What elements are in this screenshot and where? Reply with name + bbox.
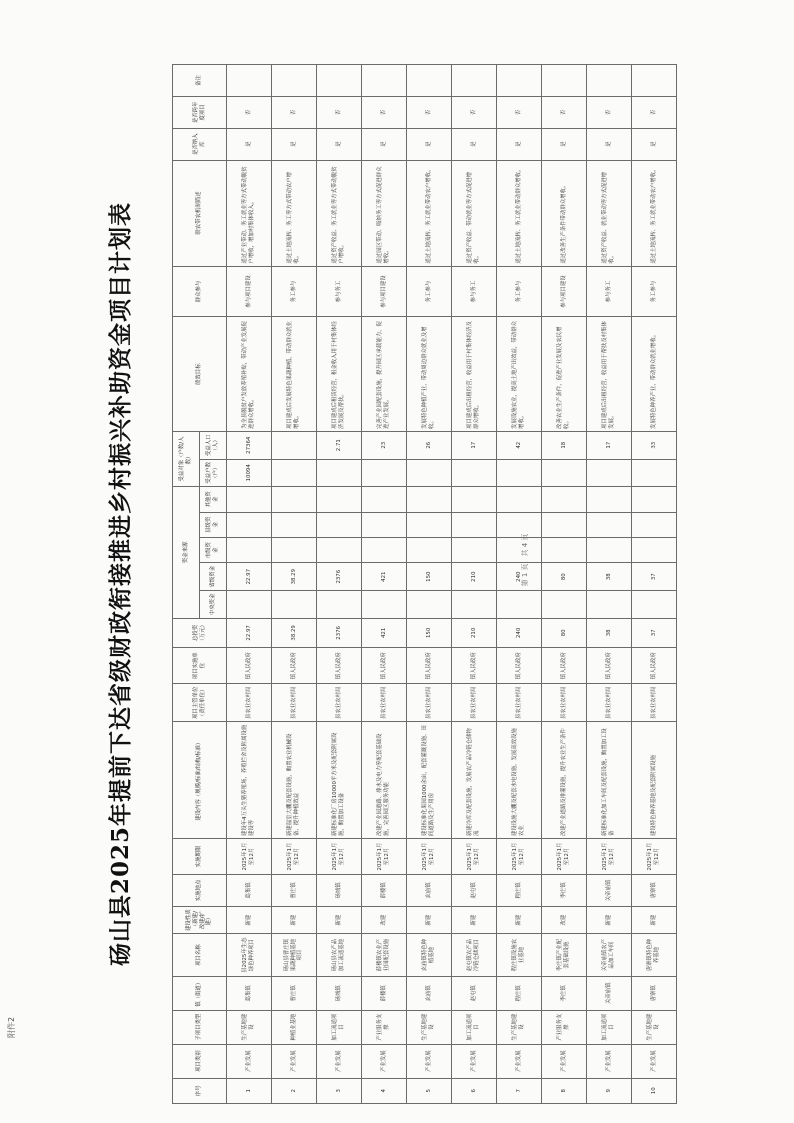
cell-nature: 改建 (362, 906, 407, 934)
cell-other (407, 487, 452, 512)
cell-goal: 发展特色种养产业，带动群众就业增收。 (632, 317, 677, 431)
cell-seq: 8 (542, 1078, 587, 1103)
cell-invest: 421 (362, 618, 407, 648)
cell-county (587, 512, 632, 537)
cell-content: 新建标准化加工车间及配套设施，购置加工设备 (587, 722, 632, 839)
cell-name: 关帝庙镇农产品加工车间 (587, 934, 632, 976)
cell-category: 产业发展 (317, 1044, 362, 1078)
cell-seq: 7 (497, 1078, 542, 1103)
cell-subtype: 加工流通项目 (587, 1010, 632, 1044)
cell-invest: 210 (452, 618, 497, 648)
cell-goal: 为全县脱贫户发放养殖补贴，带动产业发展促进群众增收。 (227, 317, 272, 431)
cell-subtype: 产业服务支撑 (362, 1010, 407, 1044)
cell-remark (452, 65, 497, 97)
header-funding: 资金来源 (173, 487, 200, 618)
cell-town: 砀城镇 (317, 976, 362, 1010)
header-seq: 序号 (173, 1078, 227, 1103)
cell-nature: 新建 (227, 906, 272, 934)
cell-impl: 镇人民政府 (227, 648, 272, 684)
cell-impl: 镇人民政府 (587, 648, 632, 684)
cell-invest: 80 (542, 618, 587, 648)
cell-central (542, 590, 587, 618)
cell-link: 通过土地流转、务工就业带动农户增收。 (407, 160, 452, 266)
cell-invest: 150 (407, 618, 452, 648)
cell-category: 产业发展 (227, 1044, 272, 1078)
cell-county (317, 512, 362, 537)
cell-unit: 县农业农村局 (452, 684, 497, 722)
table-row (227, 65, 272, 1104)
cell-households (272, 459, 317, 487)
cell-invest: 2376 (317, 618, 362, 648)
cell-goal: 项目建成后发展特色果蔬种植，带动群众就业增收。 (272, 317, 317, 431)
cell-location: 李庄镇 (542, 875, 587, 907)
cell-seq: 5 (407, 1078, 452, 1103)
cell-other (362, 487, 407, 512)
cell-category: 产业发展 (362, 1044, 407, 1078)
cell-remark (587, 65, 632, 97)
cell-impl: 镇人民政府 (497, 648, 542, 684)
cell-link: 通过土地流转、务工就业带动农户增收。 (632, 160, 677, 266)
cell-time: 2025年1月至12月 (227, 839, 272, 875)
cell-town: 曹庄镇 (272, 976, 317, 1010)
cell-location: 曹庄镇 (272, 875, 317, 907)
cell-time: 2025年1月至12月 (272, 839, 317, 875)
table-row (362, 65, 407, 1104)
cell-link: 通过资产收益、务工就业等方式带动脱贫户增收。 (317, 160, 362, 266)
cell-people: 27364 (227, 431, 272, 459)
cell-other (587, 487, 632, 512)
cell-pilot: 否 (542, 96, 587, 128)
table-row (587, 65, 632, 1104)
cell-goal: 项目建成后租赁经营，租金收入用于村集体经济发展及帮扶。 (317, 317, 362, 431)
cell-category: 产业发展 (497, 1044, 542, 1078)
cell-county (272, 512, 317, 537)
cell-households (317, 459, 362, 487)
table-row (272, 65, 317, 1104)
cell-location: 薛楼镇 (362, 875, 407, 907)
cell-category: 产业发展 (452, 1044, 497, 1078)
cell-included: 是 (362, 128, 407, 160)
cell-province: 38 (587, 563, 632, 591)
cell-province: 240 (497, 563, 542, 591)
cell-city (542, 537, 587, 562)
cell-link: 通过资产收益、带动就业等方式促进增收。 (452, 160, 497, 266)
cell-households (632, 459, 677, 487)
cell-county (362, 512, 407, 537)
cell-category: 产业发展 (632, 1044, 677, 1078)
cell-nature: 新建 (407, 906, 452, 934)
cell-unit: 县农业农村局 (407, 684, 452, 722)
cell-town: 薛楼镇 (362, 976, 407, 1010)
cell-households (497, 459, 542, 487)
cell-content: 建设特色种养基地及配套附属设施 (632, 722, 677, 839)
annex-label: 附件2 (7, 1016, 16, 1038)
cell-province: 2376 (317, 563, 362, 591)
cell-content: 新建冷库及配套设施，发展农产品冷链仓储物流 (452, 722, 497, 839)
cell-link: 通过土地流转、务工等方式带动农户增收。 (272, 160, 317, 266)
cell-time: 2025年1月至12月 (587, 839, 632, 875)
header-location: 实施地点 (173, 875, 227, 907)
cell-other (452, 487, 497, 512)
cell-goal: 完善产业园配套设施，提升园区承载能力，促进产业发展。 (362, 317, 407, 431)
cell-other (227, 487, 272, 512)
cell-central (632, 590, 677, 618)
cell-city (452, 537, 497, 562)
cell-time: 2025年1月至12月 (317, 839, 362, 875)
table-row (542, 65, 587, 1104)
cell-pilot: 否 (632, 96, 677, 128)
cell-county (227, 512, 272, 537)
cell-included: 是 (632, 128, 677, 160)
cell-category: 产业发展 (587, 1044, 632, 1078)
cell-included: 是 (497, 128, 542, 160)
cell-goal: 改善农业生产条件，促进产业发展及农民增收。 (542, 317, 587, 431)
cell-included: 是 (272, 128, 317, 160)
cell-other (632, 487, 677, 512)
cell-location: 葛集镇 (227, 875, 272, 907)
cell-central (407, 590, 452, 618)
header-content: 建设内容（规模/标准/结构/标准） (173, 722, 227, 839)
cell-people: 17 (587, 431, 632, 459)
cell-people: 17 (452, 431, 497, 459)
cell-join: 参与项目建设 (227, 266, 272, 317)
cell-name: 薛楼镇农业产业园配套设施 (362, 934, 407, 976)
cell-county (497, 512, 542, 537)
header-construction-nature: 建设性质（新建/改建/扩建） (173, 906, 227, 934)
cell-households: 10094 (227, 459, 272, 487)
header-fund-province: 省级资金 (200, 563, 227, 591)
cell-time: 2025年1月至12月 (407, 839, 452, 875)
cell-other (497, 487, 542, 512)
cell-subtype: 加工流通项目 (452, 1010, 497, 1044)
cell-subtype: 生产基地建设 (497, 1010, 542, 1044)
header-fund-county: 县级资金 (200, 512, 227, 537)
cell-pilot: 否 (227, 96, 272, 128)
header-beneficiary-households: 受益户数（户） (200, 459, 227, 487)
header-fund-other: 其他资金 (200, 487, 227, 512)
cell-households (362, 459, 407, 487)
cell-town: 李庄镇 (542, 976, 587, 1010)
cell-people: 42 (497, 431, 542, 459)
cell-location: 关帝庙镇 (587, 875, 632, 907)
cell-category: 产业发展 (407, 1044, 452, 1078)
cell-join: 参与务工 (452, 266, 497, 317)
cell-nature: 新建 (587, 906, 632, 934)
cell-town: 唐寨镇 (632, 976, 677, 1010)
cell-province: 421 (362, 563, 407, 591)
cell-impl: 镇人民政府 (407, 648, 452, 684)
cell-central (317, 590, 362, 618)
cell-subtype: 产业服务支撑 (542, 1010, 587, 1044)
table-body (227, 65, 677, 1104)
cell-subtype: 加工流通项目 (317, 1010, 362, 1044)
cell-nature: 新建 (317, 906, 362, 934)
header-time: 实施期限 (173, 839, 227, 875)
cell-unit: 县农业农村局 (272, 684, 317, 722)
cell-impl: 镇人民政府 (632, 648, 677, 684)
cell-join: 务工参与 (272, 266, 317, 317)
cell-link: 通过改善生产条件带动群众增收。 (542, 160, 587, 266)
header-pilot: 是否跨年度项目 (173, 96, 227, 128)
cell-pilot: 否 (452, 96, 497, 128)
cell-name: 砀山县农产品加工流通基地 (317, 934, 362, 976)
rotated-sheet (107, 64, 668, 1104)
cell-people: 23 (362, 431, 407, 459)
header-project-name: 项目名称 (173, 934, 227, 976)
cell-nature: 新建 (452, 906, 497, 934)
cell-time: 2025年1月至12月 (542, 839, 587, 875)
cell-town: 玄庙镇 (407, 976, 452, 1010)
header-project-category: 项目类别 (173, 1044, 227, 1078)
cell-impl: 镇人民政府 (362, 648, 407, 684)
table-row (497, 65, 542, 1104)
cell-county (542, 512, 587, 537)
cell-people: 2.71 (317, 431, 362, 459)
table-row (632, 65, 677, 1104)
cell-county (632, 512, 677, 537)
cell-link: 通过资产收益、就业带动等方式促进增收。 (587, 160, 632, 266)
cell-central (452, 590, 497, 618)
cell-province: 210 (452, 563, 497, 591)
cell-location: 赵屯镇 (452, 875, 497, 907)
cell-link: 通过土地流转、务工就业带动群众增收。 (497, 160, 542, 266)
cell-category: 产业发展 (272, 1044, 317, 1078)
cell-people (272, 431, 317, 459)
cell-central (272, 590, 317, 618)
cell-goal: 发展设施农业，提高土地产出效益，带动群众增收。 (497, 317, 542, 431)
cell-households (542, 459, 587, 487)
cell-included: 是 (587, 128, 632, 160)
header-project-subtype: 子项目类型 (173, 1010, 227, 1044)
cell-location: 玄庙镇 (407, 875, 452, 907)
header-link-mechanism: 联农带农机制简述 (173, 160, 227, 266)
cell-location: 程庄镇 (497, 875, 542, 907)
cell-content: 改建产业道路及排灌设施，提升农业生产条件 (542, 722, 587, 839)
cell-people: 18 (542, 431, 587, 459)
cell-province: 38.29 (272, 563, 317, 591)
cell-pilot: 否 (497, 96, 542, 128)
cell-content: 建设设施大棚及配套水电设施，发展高效设施农业 (497, 722, 542, 839)
cell-city (587, 537, 632, 562)
cell-time: 2025年1月至12月 (497, 839, 542, 875)
cell-province: 37 (632, 563, 677, 591)
cell-other (542, 487, 587, 512)
cell-impl: 镇人民政府 (452, 648, 497, 684)
header-beneficiary: 受益对象（户数/人数） (173, 431, 200, 486)
cell-invest: 22.97 (227, 618, 272, 648)
cell-town: 赵屯镇 (452, 976, 497, 1010)
cell-province: 150 (407, 563, 452, 591)
cell-content: 新建标准化厂房10000平方米及配套附属设施，购置加工设备 (317, 722, 362, 839)
cell-link: 通过园区带动、吸纳务工等方式促进群众增收。 (362, 160, 407, 266)
cell-invest: 240 (497, 618, 542, 648)
cell-unit: 县农业农村局 (542, 684, 587, 722)
cell-seq: 6 (452, 1078, 497, 1103)
cell-households (407, 459, 452, 487)
cell-name: 玄庙镇特色种植基地 (407, 934, 452, 976)
cell-join: 参与务工 (587, 266, 632, 317)
cell-name: 砀山县曹庄镇果蔬种植基地项目 (272, 934, 317, 976)
header-fund-city: 市级资金 (200, 537, 227, 562)
cell-join: 参与项目建设 (362, 266, 407, 317)
cell-seq: 1 (227, 1078, 272, 1103)
cell-seq: 2 (272, 1078, 317, 1103)
cell-pilot: 否 (317, 96, 362, 128)
cell-included: 是 (227, 128, 272, 160)
cell-remark (272, 65, 317, 97)
header-responsible-unit: 项目主管单位（责任单位） (173, 684, 227, 722)
cell-households (587, 459, 632, 487)
page-number: 第 1 页，共 4 页 (521, 533, 529, 587)
cell-people: 26 (407, 431, 452, 459)
cell-remark (542, 65, 587, 97)
cell-pilot: 否 (587, 96, 632, 128)
cell-pilot: 否 (272, 96, 317, 128)
cell-seq: 10 (632, 1078, 677, 1103)
cell-impl: 镇人民政府 (317, 648, 362, 684)
cell-remark (362, 65, 407, 97)
cell-name: 程庄镇设施农业基地 (497, 934, 542, 976)
header-fund-central: 中央资金 (200, 590, 227, 618)
cell-nature: 新建 (497, 906, 542, 934)
cell-other (272, 487, 317, 512)
cell-unit: 县农业农村局 (497, 684, 542, 722)
cell-content: 改建产业园道路、排水及电力等配套基础设施，完善园区服务功能 (362, 722, 407, 839)
page-title: 砀山县2025年提前下达省级财政衔接推进乡村振兴补助资金项目计划表 (107, 202, 134, 967)
header-total-investment: 总投资（万元） (173, 618, 227, 648)
cell-city (407, 537, 452, 562)
cell-city (497, 537, 542, 562)
cell-pilot: 否 (362, 96, 407, 128)
cell-seq: 4 (362, 1078, 407, 1103)
cell-subtype: 种植业基地 (272, 1010, 317, 1044)
cell-unit: 县农业农村局 (227, 684, 272, 722)
cell-goal: 发展特色种植产业，带动周边群众就业及增收。 (407, 317, 452, 431)
cell-city (317, 537, 362, 562)
cell-remark (227, 65, 272, 97)
cell-time: 2025年1月至12月 (632, 839, 677, 875)
cell-unit: 县农业农村局 (632, 684, 677, 722)
cell-town: 葛集镇 (227, 976, 272, 1010)
cell-impl: 镇人民政府 (272, 648, 317, 684)
cell-people: 33 (632, 431, 677, 459)
cell-invest: 38 (587, 618, 632, 648)
cell-included: 是 (317, 128, 362, 160)
cell-province: 80 (542, 563, 587, 591)
cell-join: 参与务工 (317, 266, 362, 317)
cell-city (632, 537, 677, 562)
cell-time: 2025年1月至12月 (452, 839, 497, 875)
cell-impl: 镇人民政府 (542, 648, 587, 684)
cell-nature: 改建 (542, 906, 587, 934)
cell-city (362, 537, 407, 562)
cell-central (362, 590, 407, 618)
cell-time: 2025年1月至12月 (362, 839, 407, 875)
header-performance-goal: 绩效目标 (173, 317, 227, 431)
cell-central (227, 590, 272, 618)
cell-seq: 3 (317, 1078, 362, 1103)
cell-included: 是 (407, 128, 452, 160)
cell-invest: 38.29 (272, 618, 317, 648)
header-included: 是否纳入库 (173, 128, 227, 160)
cell-other (317, 487, 362, 512)
cell-name: 赵屯镇农产品冷链仓储项目 (452, 934, 497, 976)
header-town: 镇（街道） (173, 976, 227, 1010)
cell-join: 参与项目建设 (542, 266, 587, 317)
cell-goal: 项目建成后出租经营，收益用于村集体经济及群众增收。 (452, 317, 497, 431)
cell-content: 建设年4万头生猪养殖场，养殖栏舍及附属设施建设等 (227, 722, 272, 839)
cell-invest: 37 (632, 618, 677, 648)
cell-included: 是 (452, 128, 497, 160)
cell-nature: 新建 (632, 906, 677, 934)
header-participation: 群众参与 (173, 266, 227, 317)
cell-content: 建设标准化果园1000余亩，配套灌溉设施、田间道路及生产用房 (407, 722, 452, 839)
cell-join: 务工参与 (497, 266, 542, 317)
cell-city (272, 537, 317, 562)
cell-subtype: 生产基地建设 (407, 1010, 452, 1044)
cell-town: 程庄镇 (497, 976, 542, 1010)
header-beneficiary-people: 受益人口（人） (200, 431, 227, 459)
cell-pilot: 否 (407, 96, 452, 128)
cell-subtype: 生产基地建设 (227, 1010, 272, 1044)
header-remarks: 备注 (173, 65, 227, 97)
cell-category: 产业发展 (542, 1044, 587, 1078)
cell-central (497, 590, 542, 618)
cell-included: 是 (542, 128, 587, 160)
cell-content: 新建温室大棚及配套设施，购置农业机械设备，提升种植效益 (272, 722, 317, 839)
cell-join: 务工参与 (632, 266, 677, 317)
cell-households (452, 459, 497, 487)
cell-name: 县2025年生态绿色种养项目 (227, 934, 272, 976)
table-row (317, 65, 362, 1104)
cell-remark (632, 65, 677, 97)
cell-remark (407, 65, 452, 97)
table-row (407, 65, 452, 1104)
table-row (452, 65, 497, 1104)
cell-subtype: 生产基地建设 (632, 1010, 677, 1044)
cell-unit: 县农业农村局 (587, 684, 632, 722)
project-plan-table (172, 64, 677, 1104)
cell-unit: 县农业农村局 (362, 684, 407, 722)
cell-seq: 9 (587, 1078, 632, 1103)
cell-remark (497, 65, 542, 97)
cell-join: 务工参与 (407, 266, 452, 317)
cell-name: 李庄镇产业配套基础设施 (542, 934, 587, 976)
cell-link: 通过产业带动、务工就业等方式带动脱贫户增收，增加村集体收入。 (227, 160, 272, 266)
table-header-row (173, 65, 200, 1104)
cell-location: 砀城镇 (317, 875, 362, 907)
cell-county (407, 512, 452, 537)
cell-name: 唐寨镇特色种养基地 (632, 934, 677, 976)
cell-unit: 县农业农村局 (317, 684, 362, 722)
cell-remark (317, 65, 362, 97)
cell-goal: 项目建成后出租经营，收益用于帮扶及村集体发展。 (587, 317, 632, 431)
cell-town: 关帝庙镇 (587, 976, 632, 1010)
header-implementation-unit: 项目实施单位 (173, 648, 227, 684)
cell-city (227, 537, 272, 562)
cell-county (452, 512, 497, 537)
cell-province: 22.97 (227, 563, 272, 591)
cell-location: 唐寨镇 (632, 875, 677, 907)
cell-central (587, 590, 632, 618)
cell-nature: 新建 (272, 906, 317, 934)
